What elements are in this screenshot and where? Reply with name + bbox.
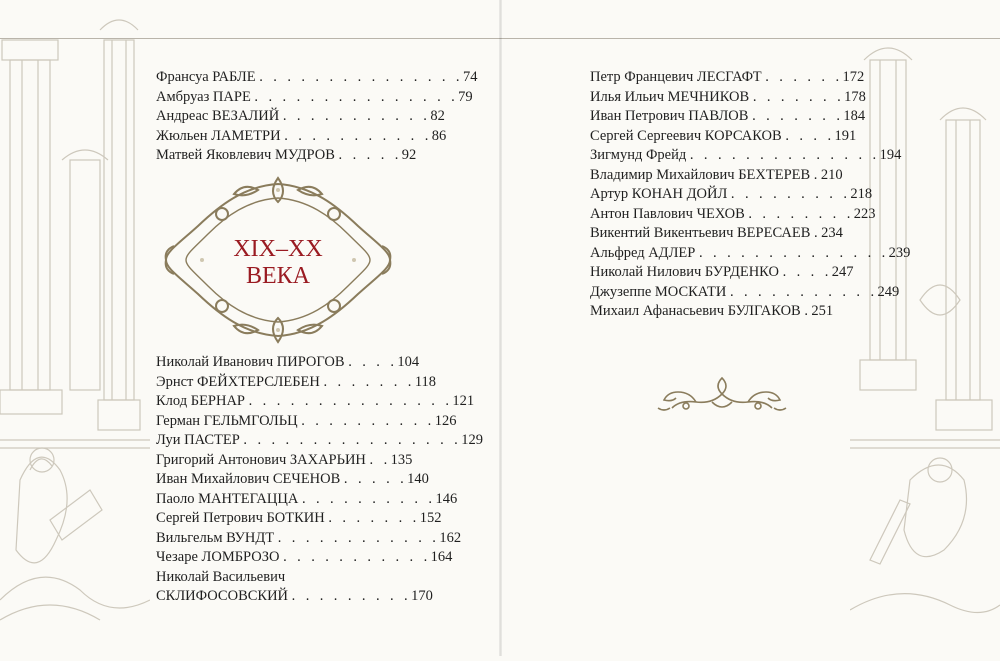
toc-entry-name: Михаил Афанасьевич БУЛГАКОВ — [590, 303, 801, 319]
toc-entry-page: 247 — [831, 264, 854, 280]
toc-entry[interactable] — [156, 509, 483, 529]
toc-entry-name: Викентий Викентьевич ВЕРЕСАЕВ — [590, 225, 811, 241]
toc-entry[interactable] — [156, 490, 483, 510]
toc-entry[interactable] — [590, 166, 910, 186]
toc-entry[interactable] — [590, 107, 910, 127]
toc-list-section-xix-xx — [156, 353, 483, 607]
toc-leader-dots: . . . . . . . — [752, 108, 844, 124]
toc-entry-page: 121 — [452, 393, 475, 409]
toc-entry-name: Жюльен ЛАМЕТРИ — [156, 127, 281, 144]
engraving-left — [0, 0, 150, 656]
toc-entry[interactable] — [156, 568, 483, 607]
toc-leader-dots: . . . . . . . . — [748, 205, 854, 222]
toc-leader-dots: . . . . . . . . . . . — [283, 549, 431, 565]
toc-leader-dots: . . . . . . . . . — [730, 186, 851, 202]
toc-entry-page: 162 — [439, 529, 462, 546]
toc-entry-page: 218 — [850, 186, 873, 202]
toc-entry-name: Григорий Антонович ЗАХАРЬИН — [156, 451, 366, 468]
toc-entry-page: 178 — [844, 88, 866, 105]
toc-entry-page: 239 — [888, 244, 911, 261]
toc-entry-name: Артур КОНАН ДОЙЛ — [590, 186, 728, 202]
toc-entry[interactable] — [590, 302, 910, 322]
toc-entry[interactable] — [156, 470, 483, 490]
toc-entry-page: 92 — [401, 147, 417, 163]
toc-entry[interactable] — [156, 548, 483, 568]
toc-entry-name: Петр Францевич ЛЕСГАФТ — [590, 69, 762, 85]
toc-leader-dots: . — [814, 225, 822, 241]
toc-entry-name: Владимир Михайлович БЕХТЕРЕВ — [590, 166, 811, 183]
toc-leader-dots: . . . . . . . — [323, 373, 415, 390]
toc-entry[interactable] — [590, 146, 910, 166]
toc-entry[interactable] — [156, 412, 483, 432]
toc-entry[interactable] — [156, 431, 483, 451]
toc-entry-name: Вильгельм ВУНДТ — [156, 529, 275, 546]
toc-leader-dots: . — [813, 166, 821, 183]
toc-entry[interactable] — [156, 529, 483, 549]
toc-entry[interactable] — [156, 146, 477, 166]
toc-entry[interactable] — [156, 127, 477, 147]
toc-leader-dots: . . . . . . . . . . . . — [277, 529, 440, 546]
toc-entry[interactable] — [590, 224, 910, 244]
toc-leader-dots: . . . . . . . . . . . — [284, 127, 432, 144]
toc-entry[interactable] — [156, 353, 483, 373]
toc-entry[interactable] — [156, 373, 483, 393]
toc-entry-page: 129 — [461, 432, 483, 448]
toc-entry-name: Чезаре ЛОМБРОЗО — [156, 549, 280, 565]
toc-entry[interactable] — [590, 205, 910, 225]
toc-entry-name: Николай Иванович ПИРОГОВ — [156, 354, 345, 370]
toc-leader-dots: . . . . . . . . . . . . . . — [698, 244, 889, 261]
toc-entry-name: Луи ПАСТЕР — [156, 432, 240, 448]
toc-entry-page: 126 — [434, 412, 457, 429]
section-heading-line2: ВЕКА — [245, 263, 310, 289]
toc-entry-page: 249 — [877, 283, 900, 300]
toc-entry-name: Илья Ильич МЕЧНИКОВ — [590, 88, 750, 105]
toc-entry-name: Сергей Петрович БОТКИН — [156, 510, 325, 526]
toc-entry-name: Матвей Яковлевич МУДРОВ — [156, 147, 335, 163]
toc-entry[interactable] — [590, 88, 910, 108]
toc-entry-name: Эрнст ФЕЙХТЕРСЛЕБЕН — [156, 373, 320, 390]
toc-leader-dots: . . . . . . . . . . . — [282, 108, 431, 124]
toc-entry[interactable] — [590, 127, 910, 147]
toc-entry-page: 152 — [419, 510, 442, 526]
toc-entry-page: 82 — [430, 108, 445, 124]
toc-leader-dots: . . . . . . . . . . — [301, 412, 435, 429]
toc-leader-dots: . . . . . . . . . . — [301, 490, 436, 507]
toc-entry-name: Антон Павлович ЧЕХОВ — [590, 205, 745, 222]
toc-leader-dots: . . . . . . . . . . . — [729, 283, 878, 300]
toc-entry-name: Клод БЕРНАР — [156, 393, 245, 409]
toc-entry-name: Николай Васильевич — [156, 568, 286, 585]
toc-leader-dots: . — [804, 303, 812, 319]
toc-leader-dots: . . . . . . . . . . . . . . . — [254, 88, 459, 105]
toc-leader-dots: . . . . . . . . . — [291, 588, 412, 604]
toc-entry-name: Альфред АДЛЕР — [590, 244, 696, 261]
toc-leader-dots: . . . . . — [343, 471, 408, 487]
toc-entry[interactable] — [590, 185, 910, 205]
toc-entry[interactable] — [590, 283, 910, 303]
toc-entry-page: 170 — [411, 588, 433, 604]
section-heading-line1: XIX–XX — [233, 236, 323, 262]
toc-entry-name: Андреас ВЕЗАЛИЙ — [156, 108, 280, 124]
toc-list-before-section — [156, 68, 477, 166]
toc-entry-name: Зигмунд Фрейд — [590, 147, 687, 163]
toc-entry-page: 191 — [834, 127, 857, 144]
toc-entry-page: 194 — [879, 147, 902, 163]
toc-entry-name: Николай Нилович БУРДЕНКО — [590, 264, 779, 280]
toc-entry-page: 135 — [390, 451, 413, 468]
toc-entry[interactable] — [156, 392, 483, 412]
toc-entry-name-line2: СКЛИФОСОВСКИЙ — [156, 588, 289, 604]
toc-entry-page: 104 — [397, 354, 420, 370]
toc-list-right-page — [590, 68, 910, 322]
toc-entry-page: 234 — [821, 225, 843, 241]
toc-entry[interactable] — [590, 263, 910, 283]
toc-entry-page: 140 — [407, 471, 429, 487]
toc-entry-name: Паоло МАНТЕГАЦЦА — [156, 490, 299, 507]
toc-entry[interactable] — [590, 244, 910, 264]
toc-entry-page: 118 — [414, 373, 437, 390]
toc-entry-name: Амбруаз ПАРЕ — [156, 88, 251, 105]
toc-leader-dots: . . . . . . . — [328, 510, 420, 526]
toc-leader-dots: . . . . — [348, 354, 398, 370]
end-ornament — [656, 372, 788, 416]
section-cartouche — [162, 176, 394, 344]
toc-leader-dots: . . . . — [782, 264, 832, 280]
toc-entry-page: 146 — [435, 490, 458, 507]
toc-entry-page: 223 — [853, 205, 876, 222]
book-spine — [499, 0, 502, 656]
toc-leader-dots: . . . . . . . . . . . . . . — [689, 147, 880, 163]
toc-entry-name: Джузеппе МОСКАТИ — [590, 283, 727, 300]
toc-entry[interactable] — [156, 451, 483, 471]
toc-entry-page: 172 — [842, 69, 865, 85]
toc-entry-name: Франсуа РАБЛЕ — [156, 69, 256, 85]
toc-entry-page: 251 — [811, 303, 834, 319]
toc-entry-name: Сергей Сергеевич КОРСАКОВ — [590, 127, 782, 144]
toc-entry-page: 74 — [462, 69, 478, 85]
section-heading — [162, 236, 394, 290]
toc-leader-dots: . . . . . . . — [752, 88, 845, 105]
toc-entry[interactable] — [156, 68, 477, 88]
toc-entry-page: 184 — [843, 108, 866, 124]
toc-leader-dots: . . . . . . . . . . . . . . . — [248, 393, 453, 409]
toc-leader-dots: . . . . . . — [765, 69, 843, 85]
toc-entry[interactable] — [156, 107, 477, 127]
toc-entry-name: Иван Михайлович СЕЧЕНОВ — [156, 471, 341, 487]
toc-entry-name: Герман ГЕЛЬМГОЛЬЦ — [156, 412, 298, 429]
toc-entry[interactable] — [590, 68, 910, 88]
toc-entry[interactable] — [156, 88, 477, 108]
toc-leader-dots: . . . . . . . . . . . . . . . . — [243, 432, 462, 448]
toc-entry-page: 79 — [458, 88, 473, 105]
toc-leader-dots: . . — [369, 451, 391, 468]
toc-entry-name: Иван Петрович ПАВЛОВ — [590, 108, 749, 124]
toc-leader-dots: . . . . — [785, 127, 835, 144]
toc-entry-page: 210 — [820, 166, 843, 183]
toc-leader-dots: . . . . . . . . . . . . . . . — [259, 69, 463, 85]
toc-entry-page: 86 — [431, 127, 447, 144]
toc-entry-page: 164 — [430, 549, 453, 565]
toc-leader-dots: . . . . . — [338, 147, 402, 163]
